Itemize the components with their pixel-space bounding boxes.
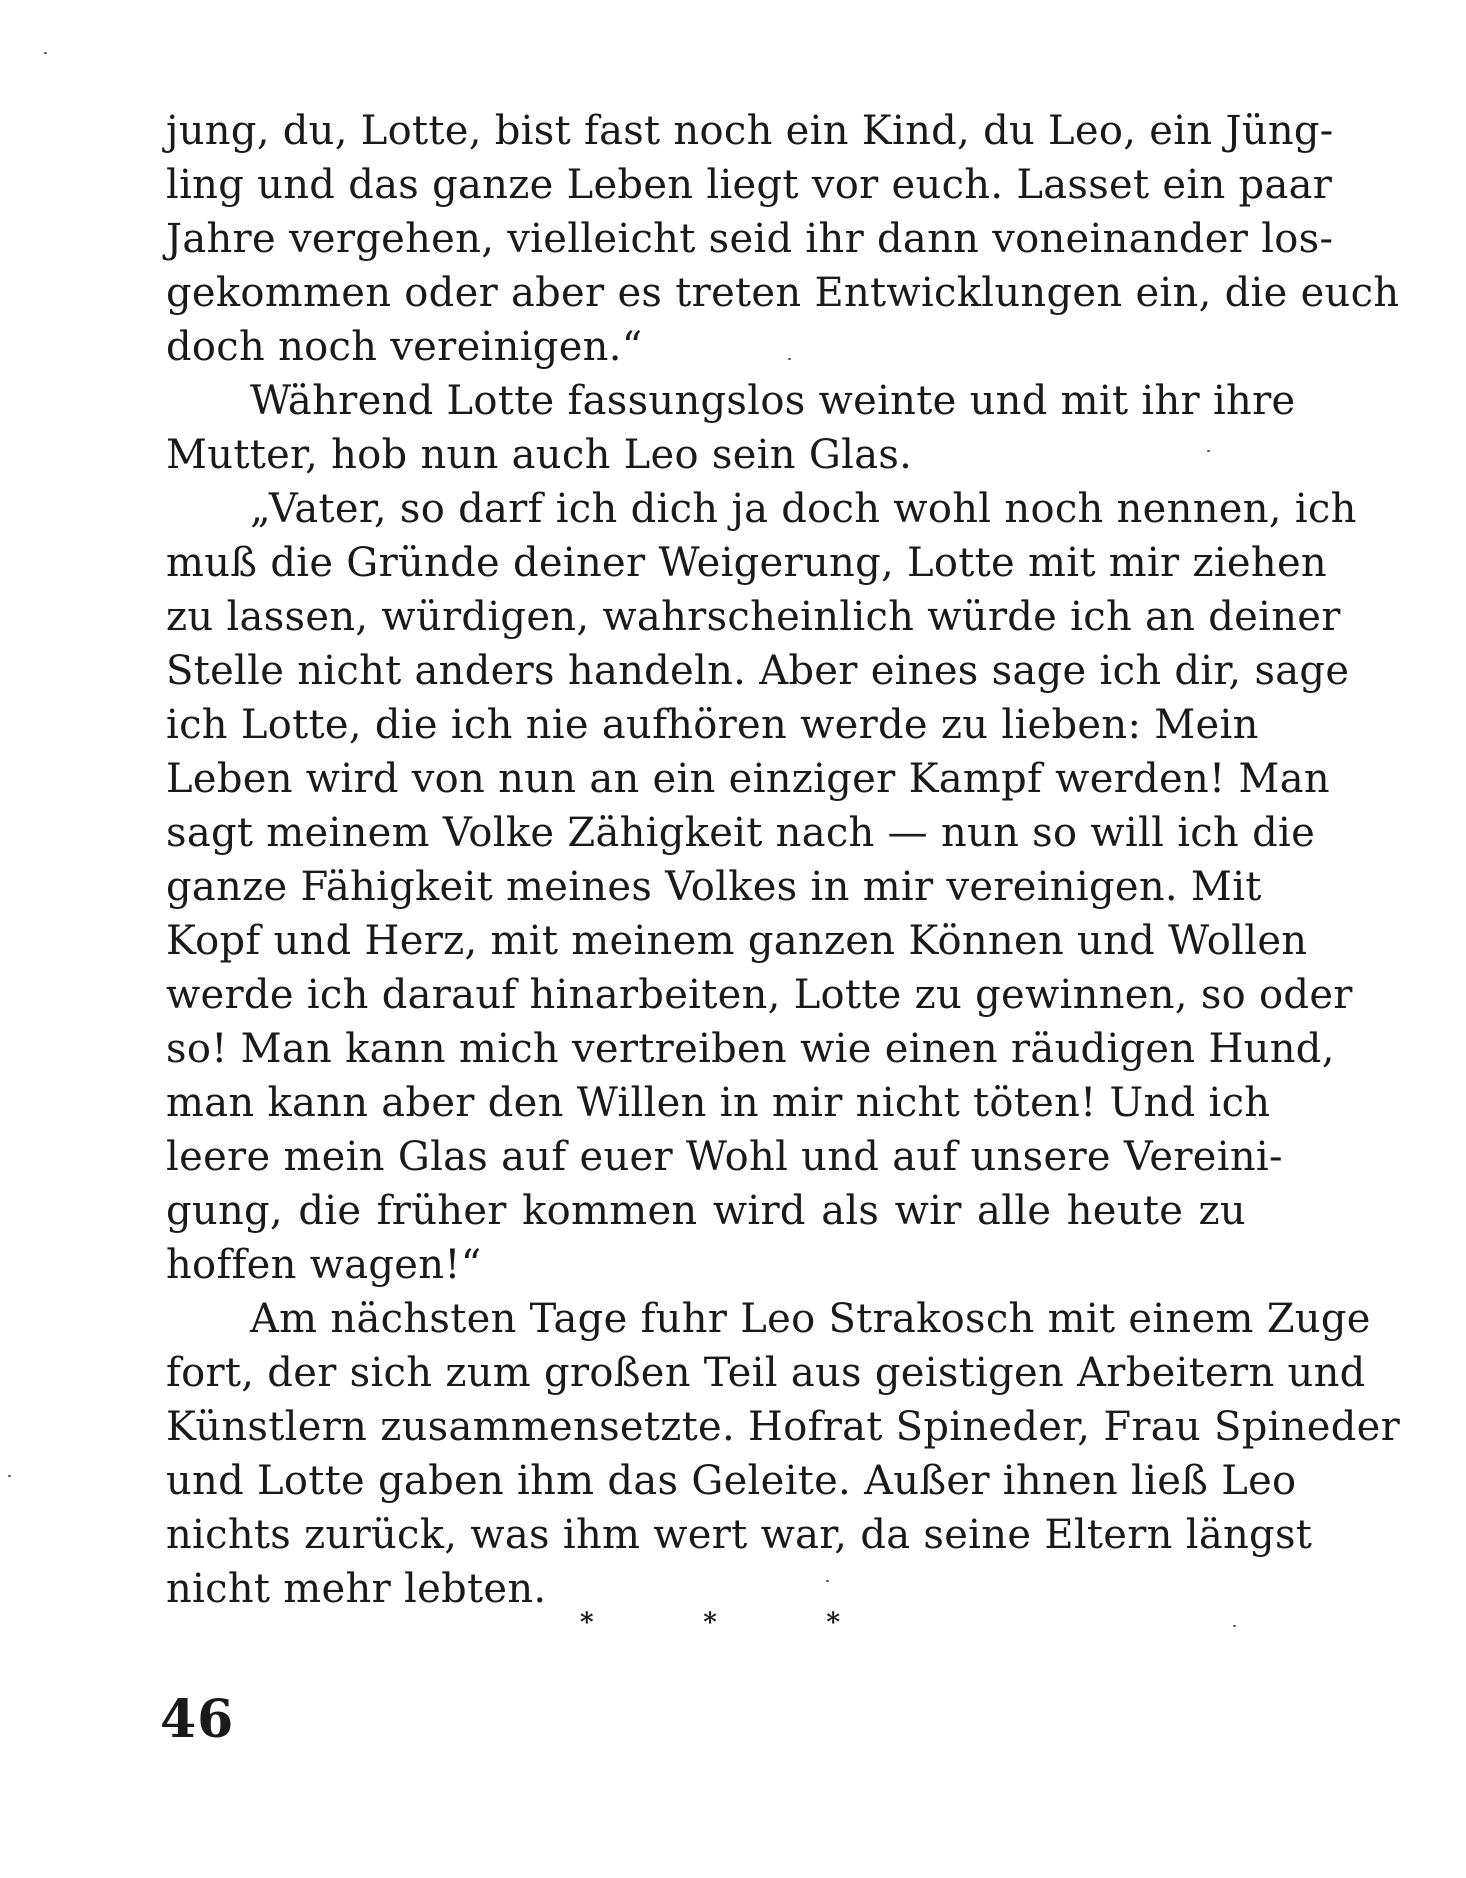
text-line: ich Lotte, die ich nie aufhören werde zu lieben: Mein — [166, 702, 1259, 748]
scan-speck — [1207, 450, 1210, 452]
asterisk: * — [580, 1608, 594, 1638]
text-line: ganze Fähigkeit meines Volkes in mir vereinigen. Mit — [166, 864, 1262, 910]
text-line: zu lassen, würdigen, wahrscheinlich würde ich an deiner — [166, 594, 1341, 640]
text-line: fort, der sich zum großen Teil aus geistigen Arbeitern und — [166, 1350, 1366, 1396]
text-line: Mutter, hob nun auch Leo sein Glas. — [166, 432, 913, 478]
text-line: hoffen wagen!“ — [166, 1242, 482, 1288]
text-line: Während Lotte fassungslos weinte und mit ihr ihre — [250, 378, 1296, 424]
text-line: sagt meinem Volke Zähigkeit nach — nun so will ich die — [166, 810, 1316, 856]
asterisk: * — [826, 1608, 840, 1638]
text-line: Jahre vergehen, vielleicht seid ihr dann voneinander los- — [166, 216, 1334, 262]
scan-speck — [826, 1580, 829, 1582]
text-line: Leben wird von nun an ein einziger Kampf werden! Man — [166, 756, 1330, 802]
text-line: jung, du, Lotte, bist fast noch ein Kind, du Leo, ein Jüng- — [166, 108, 1334, 154]
text-line: man kann aber den Willen in mir nicht töten! Und ich — [166, 1080, 1271, 1126]
paragraph-4 — [166, 1292, 1401, 1616]
scan-speck — [44, 52, 47, 54]
paragraph-1 — [166, 104, 1400, 374]
text-line: gung, die früher kommen wird als wir alle heute zu — [166, 1188, 1246, 1234]
paragraph-2 — [166, 374, 1296, 482]
text-line: werde ich darauf hinarbeiten, Lotte zu gewinnen, so oder — [166, 972, 1353, 1018]
text-line: doch noch vereinigen.“ — [166, 324, 643, 370]
text-line: so! Man kann mich vertreiben wie einen räudigen Hund, — [166, 1026, 1335, 1072]
scan-speck — [1233, 1625, 1236, 1627]
paragraph-3 — [166, 482, 1357, 1292]
text-line: ling und das ganze Leben liegt vor euch. Lasset ein paar — [166, 162, 1333, 208]
body-text — [166, 104, 1401, 1616]
text-line: leere mein Glas auf euer Wohl und auf unsere Vereini- — [166, 1134, 1283, 1180]
scan-speck — [8, 1475, 11, 1477]
text-line: muß die Gründe deiner Weigerung, Lotte mit mir ziehen — [166, 540, 1327, 586]
text-line: Am nächsten Tage fuhr Leo Strakosch mit einem Zuge — [250, 1296, 1371, 1342]
text-line: und Lotte gaben ihm das Geleite. Außer ihnen ließ Leo — [166, 1458, 1297, 1504]
page-number: 46 — [160, 1689, 235, 1750]
text-line: nichts zurück, was ihm wert war, da seine Eltern längst — [166, 1512, 1313, 1558]
asterisk: * — [703, 1608, 717, 1638]
section-break — [580, 1608, 840, 1638]
text-line: „Vater, so darf ich dich ja doch wohl noch nennen, ich — [250, 486, 1357, 532]
text-line: Künstlern zusammensetzte. Hofrat Spineder, Frau Spineder — [166, 1404, 1401, 1450]
text-line: gekommen oder aber es treten Entwicklungen ein, die euch — [166, 270, 1400, 316]
text-line: Kopf und Herz, mit meinem ganzen Können und Wollen — [166, 918, 1308, 964]
text-line: nicht mehr lebten. — [166, 1566, 547, 1612]
scan-speck — [788, 358, 791, 360]
text-line: Stelle nicht anders handeln. Aber eines sage ich dir, sage — [166, 648, 1350, 694]
